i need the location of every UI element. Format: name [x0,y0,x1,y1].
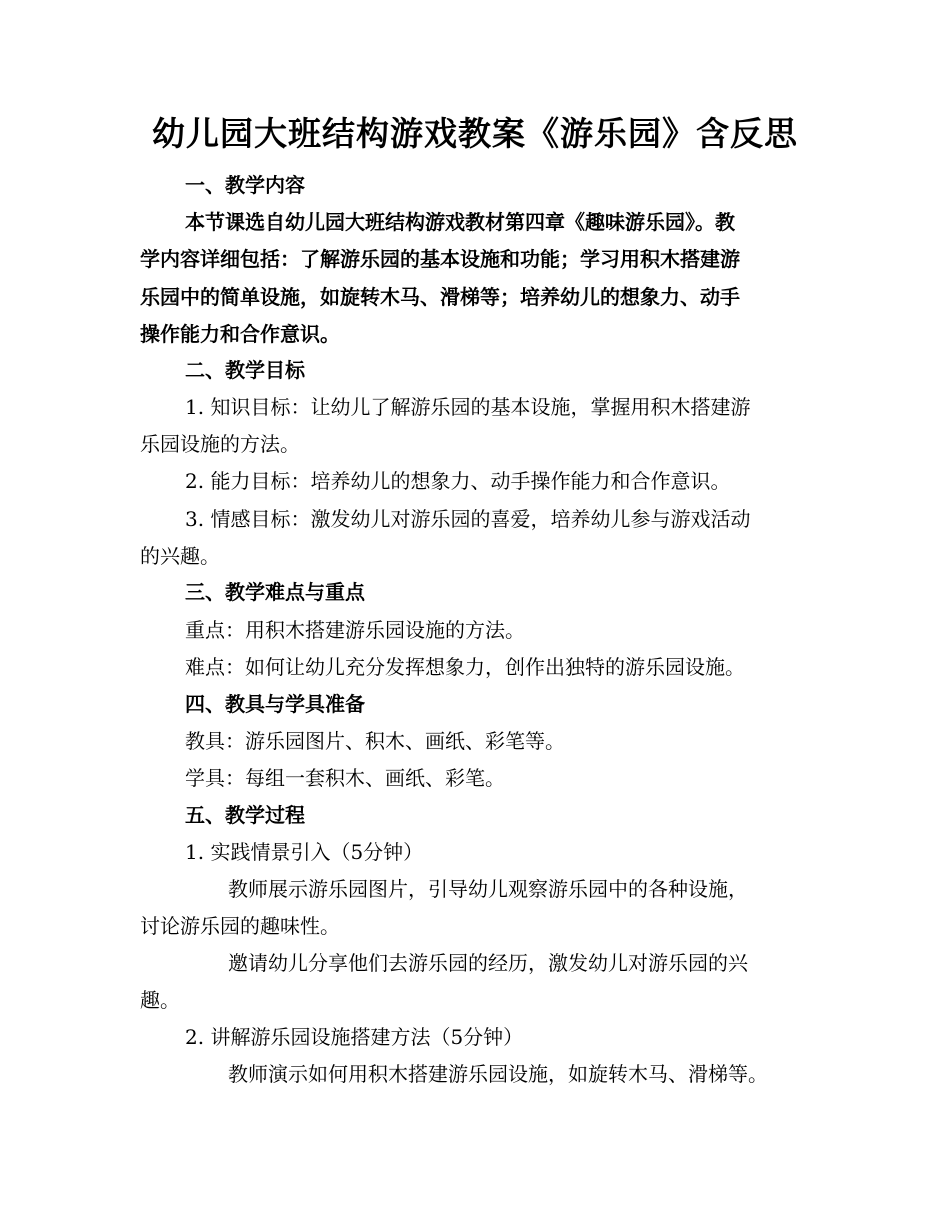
process-step-1: 1. 实践情景引入（5分钟） [185,840,424,864]
goal-emotion-cont: 的兴趣。 [140,544,220,568]
section-heading-process: 五、教学过程 [185,803,305,827]
goal-knowledge: 1. 知识目标：让幼儿了解游乐园的基本设施，掌握用积木搭建游 [185,395,751,419]
process-step-2-paragraph: 教师演示如何用积木搭建游乐园设施，如旋转木马、滑梯等。 [228,1062,768,1086]
content-paragraph-line: 本节课选自幼儿园大班结构游戏教材第四章《趣味游乐园》。教 [185,210,735,234]
process-step-1-paragraph-2: 邀请幼儿分享他们去游乐园的经历，激发幼儿对游乐园的兴 [228,951,748,975]
process-step-2: 2. 讲解游乐园设施搭建方法（5分钟） [185,1025,524,1049]
process-step-1-paragraph-cont: 讨论游乐园的趣味性。 [140,914,340,938]
goal-knowledge-cont: 乐园设施的方法。 [140,432,300,456]
section-heading-materials: 四、教具与学具准备 [185,692,365,716]
goal-ability: 2. 能力目标：培养幼儿的想象力、动手操作能力和合作意识。 [185,469,731,493]
section-heading-goals: 二、教学目标 [185,358,305,382]
process-step-1-paragraph-2-cont: 趣。 [140,988,180,1012]
content-paragraph-line: 操作能力和合作意识。 [140,322,340,346]
content-paragraph-line: 学内容详细包括：了解游乐园的基本设施和功能；学习用积木搭建游 [140,247,740,271]
document-title: 幼儿园大班结构游戏教案《游乐园》含反思 [152,114,798,153]
section-heading-key-points: 三、教学难点与重点 [185,580,365,604]
process-step-1-paragraph: 教师展示游乐园图片，引导幼儿观察游乐园中的各种设施， [228,877,748,901]
difficult-point: 难点：如何让幼儿充分发挥想象力，创作出独特的游乐园设施。 [185,655,745,679]
goal-emotion: 3. 情感目标：激发幼儿对游乐园的喜爱，培养幼儿参与游戏活动 [185,507,751,531]
key-point: 重点：用积木搭建游乐园设施的方法。 [185,618,525,642]
student-materials: 学具：每组一套积木、画纸、彩笔。 [185,766,505,790]
content-paragraph-line: 乐园中的简单设施，如旋转木马、滑梯等；培养幼儿的想象力、动手 [140,285,740,309]
teacher-materials: 教具：游乐园图片、积木、画纸、彩笔等。 [185,729,565,753]
section-heading-content: 一、教学内容 [185,173,305,197]
